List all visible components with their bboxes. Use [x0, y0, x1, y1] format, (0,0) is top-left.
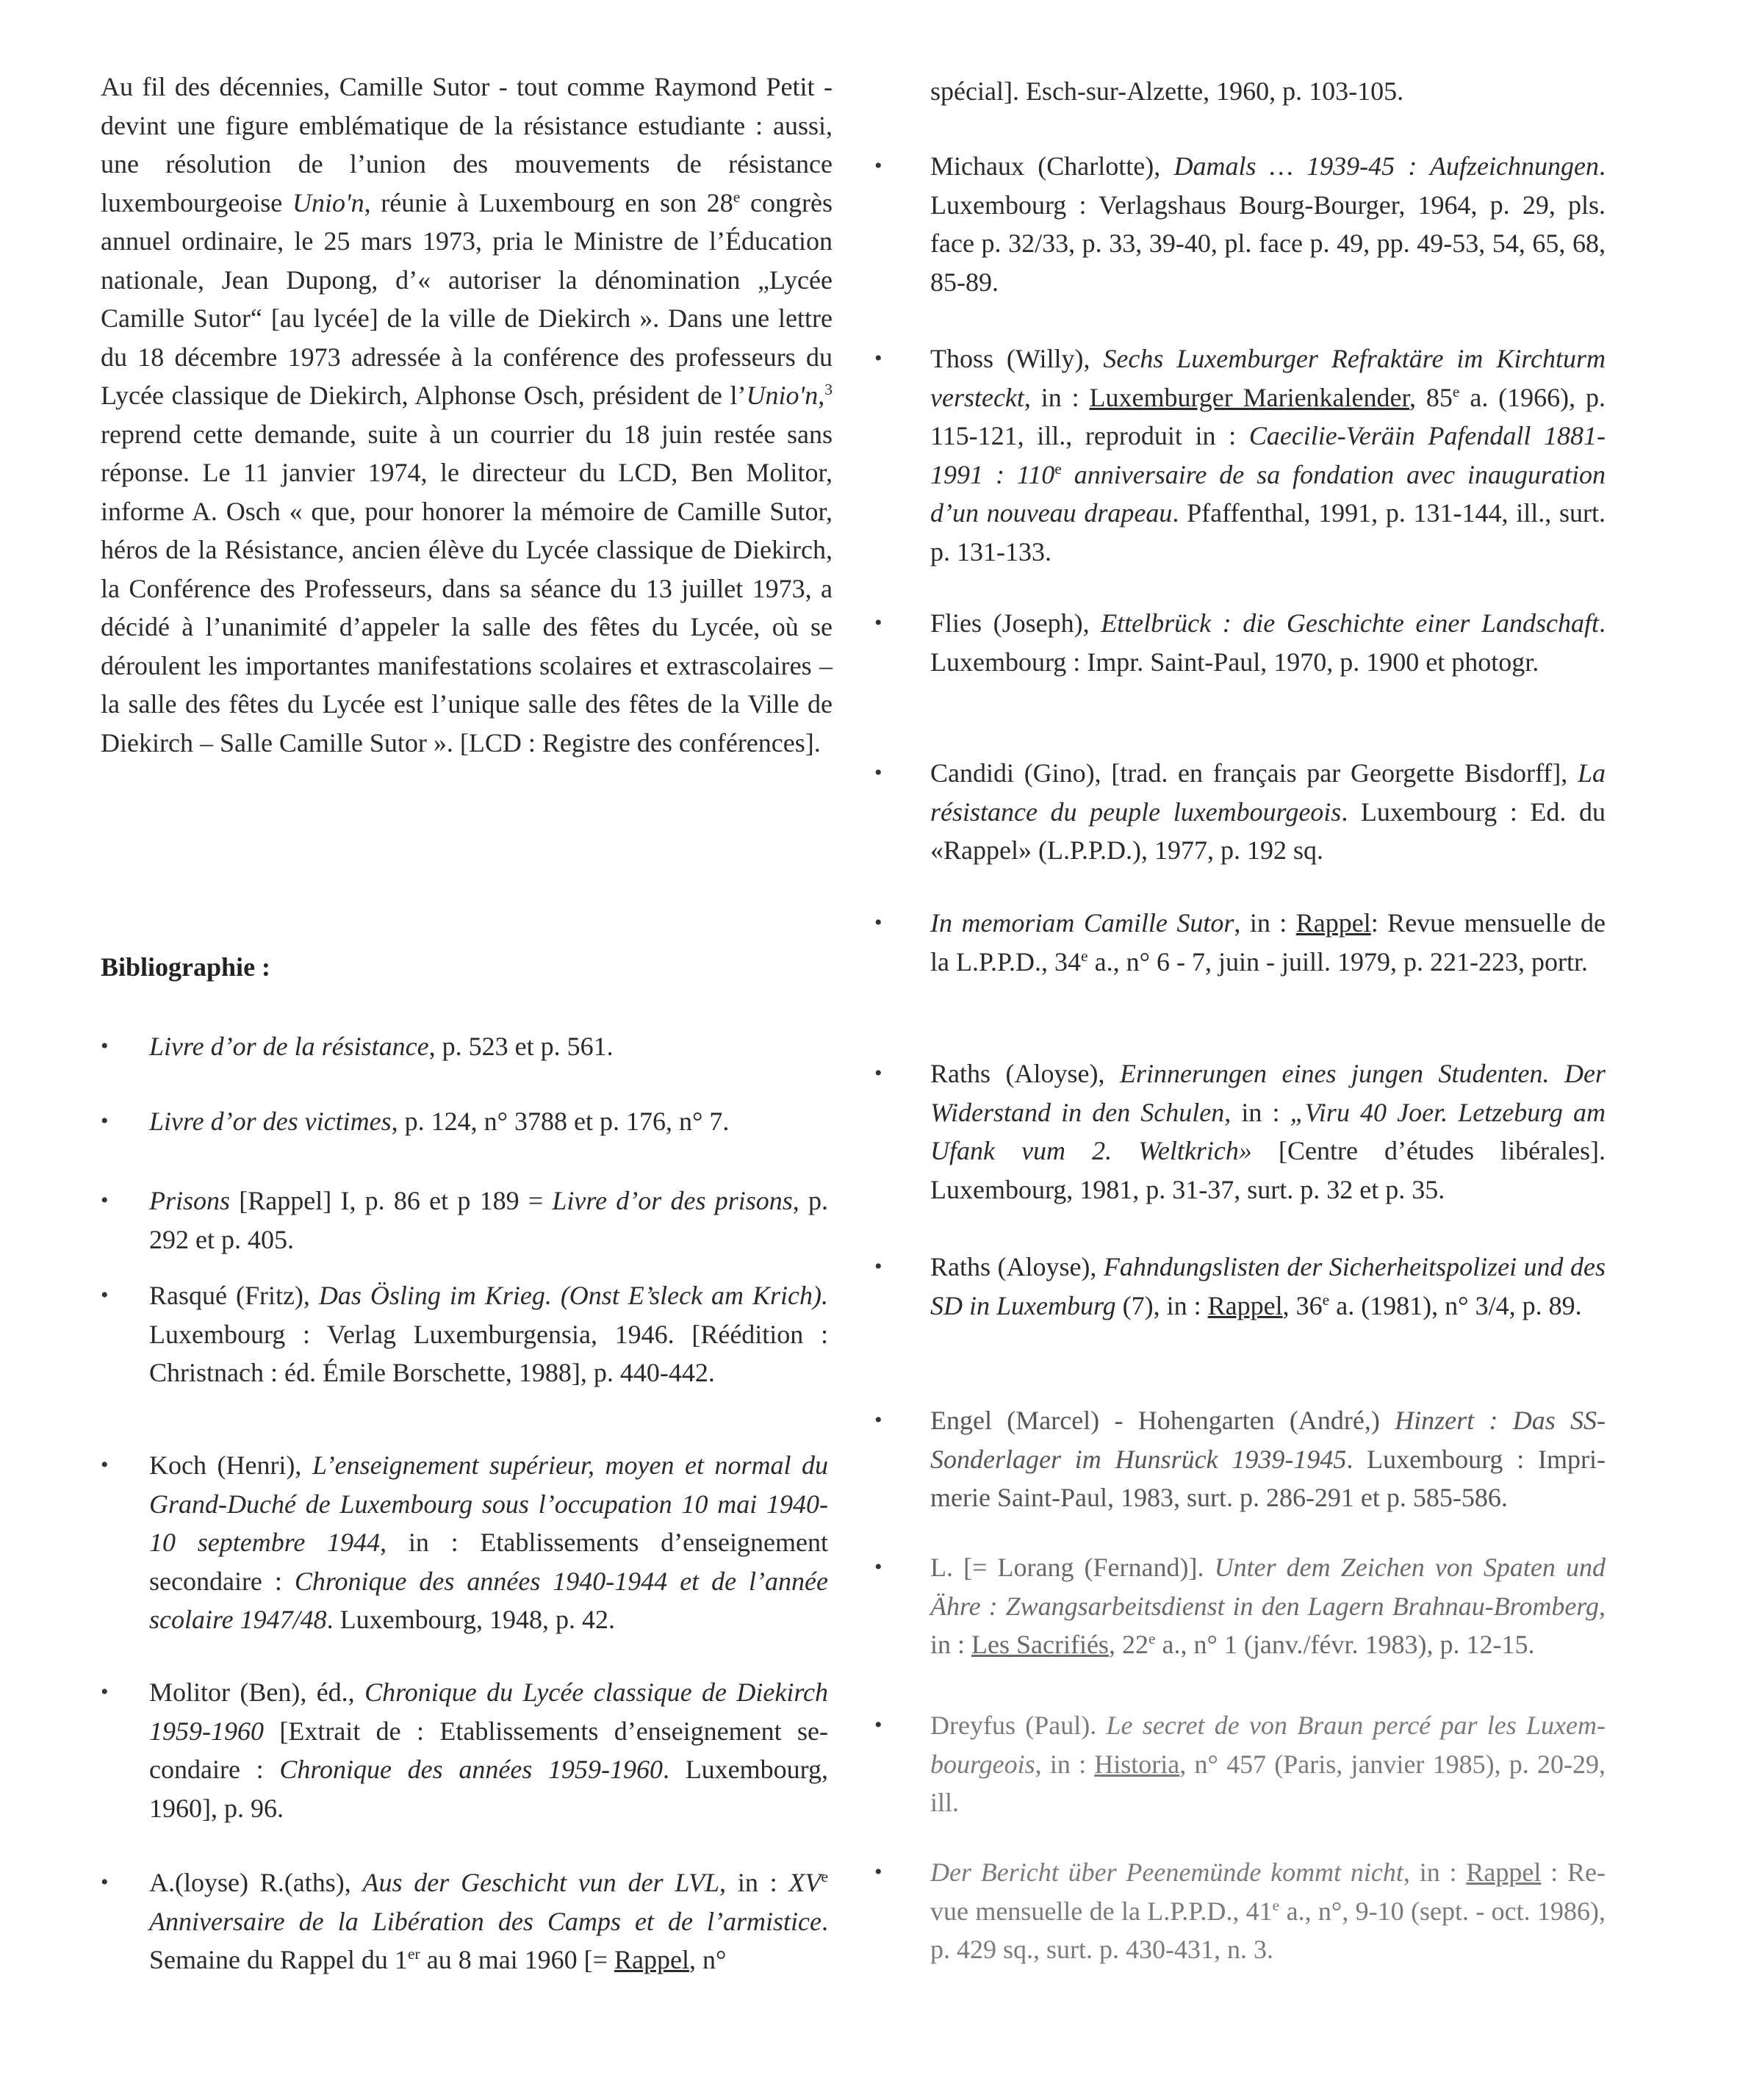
text-segment: Candidi (Gino), [trad. en français par Georgette Bisdorff],: [930, 758, 1578, 788]
bibliography-entry: [101, 1276, 828, 1392]
text-segment: a., n° 6 - 7, juin - juill. 1979, p. 221-223, portr.: [1088, 946, 1588, 977]
text-segment: : Revue mensuelle de la L.P.P.D., 34: [930, 908, 1606, 977]
journal-title: Rappel: [1466, 1858, 1542, 1887]
bullet-icon: •: [874, 760, 882, 785]
italic-title: Chronique des années 1959-1960: [279, 1755, 663, 1784]
italic-title: Sechs Luxemburger Refraktäre im Kirchturm versteckt: [930, 344, 1606, 412]
text-segment: Au fil des décennies, Camille Sutor - tout comme Raymond Petit - devint une figure emblématique de la résistance estudiante : aussi, une résolution de l’union des mouvements de résistance luxembourgeoise: [101, 72, 833, 217]
text-segment: . Luxembourg, 1948, p. 42.: [326, 1605, 615, 1634]
bullet-icon: •: [874, 154, 882, 178]
entry-text: [149, 1673, 828, 1827]
text-segment: spécial]. Esch-sur-Alzette, 1960, p. 103-105.: [930, 76, 1404, 106]
superscript: e: [1452, 382, 1460, 400]
italic-title: Livre d’or des prisons: [552, 1186, 793, 1215]
text-segment: . Luxembourg : Imprimerie Saint-Paul, 1983, surt. p. 286-291 et p. 585-586.: [930, 1444, 1606, 1512]
bibliography-entry: [874, 1401, 1606, 1517]
italic-title: Unter dem Zeichen von Spaten und Ähre : Zwangsarbeitsdienst in den Lagern Brahnau-Bromberg: [930, 1553, 1606, 1621]
text-segment: Rasqué (Fritz),: [149, 1281, 319, 1310]
bibliography-entry: [874, 1248, 1606, 1325]
bullet-icon: •: [874, 1555, 882, 1579]
journal-title: Historia: [1094, 1749, 1180, 1779]
text-segment: [Rappel] I, p. 86 et p 189 =: [230, 1186, 553, 1215]
text-segment: : Revue mensuelle de la L.P.P.D., 41: [930, 1858, 1606, 1926]
text-segment: , n°: [689, 1945, 727, 1974]
bullet-icon: •: [101, 1034, 109, 1058]
superscript: 3: [824, 381, 833, 398]
text-segment: Michaux (Charlotte),: [930, 151, 1174, 181]
italic-title: Das Ösling im Krieg. (Onst E’sleck am Krich).: [318, 1281, 829, 1310]
text-segment: , 36: [1282, 1290, 1323, 1320]
journal-title: Rappel: [1295, 908, 1371, 938]
text-segment: a., n°, 9-10 (sept. - oct. 1986), p. 429 sq., surt. p. 430-431, n. 3.: [930, 1896, 1606, 1964]
entry-text: [930, 754, 1606, 870]
entry-text: [149, 1182, 828, 1259]
text-segment: reprend cette demande, suite à un courrier du 18 juin restée sans réponse. Le 11 janvier 1974, le directeur du LCD, Ben Molitor, informe A. Osch « que, pour honorer la mémoire de Camille Sutor, héros de la Résistance, ancien élève du Lycée classique de Diekirch, la Conférence des Professeurs, dans sa séance du 13 juillet 1973, a décidé à l’unanimité d’appeler la salle des fêtes du Lycée, où se déroulent les importantes manifestations scolaires et extrascolaires – la salle des fêtes du Lycée est l’unique salle des fêtes de la Ville de Diekirch – Salle Camille Sutor ». [LCD : Registre des conférences].: [101, 419, 833, 758]
entry-text: [930, 1401, 1606, 1517]
text-segment: . Luxembourg : Impr. Saint-Paul, 1970, p. 1900 et photogr.: [930, 608, 1606, 677]
italic-title: Prisons: [149, 1186, 231, 1215]
bullet-icon: •: [874, 910, 882, 935]
bullet-icon: •: [874, 1713, 882, 1737]
italic-title: Hinzert : Das SS-Sonderlager im Hunsrück 1939-1945: [930, 1406, 1606, 1474]
bullet-icon: •: [101, 1870, 109, 1894]
text-segment: . Luxembourg, 1960], p. 96.: [149, 1755, 828, 1823]
bibliography-entry: [874, 1706, 1606, 1822]
journal-title: Luxemburger Marienkalender: [1089, 382, 1410, 412]
entry-text: [149, 1863, 828, 1979]
bibliography-entry: [101, 1673, 828, 1827]
italic-title: Livre d’or des victimes: [149, 1107, 392, 1136]
superscript: e: [1081, 946, 1088, 965]
italic-title: Livre d’or de la résistance: [149, 1032, 429, 1061]
superscript: e: [733, 187, 741, 206]
text-segment: . Luxembourg : Verlagshaus Bourg-Bourger, 1964, p. 29, pls. face p. 32/33, p. 33, 39-40, pl. face p. 49, pp. 49-53, 54, 65, 68, 85-89.: [930, 151, 1606, 297]
entry-text: [930, 1706, 1606, 1822]
superscript: e: [1322, 1290, 1330, 1309]
bibliography-entry: [874, 72, 1606, 111]
bibliography-entry: [874, 339, 1606, 571]
text-segment: , p. 292 et p. 405.: [149, 1186, 829, 1254]
superscript: e: [821, 1868, 828, 1885]
entry-text: [930, 147, 1606, 301]
bullet-icon: •: [101, 1188, 109, 1212]
text-segment: , in :: [930, 1591, 1606, 1659]
italic-title: anniversaire de sa fondation avec inauguration d’un nouveau drapeau: [930, 459, 1606, 528]
text-segment: , 85: [1409, 382, 1453, 412]
entry-text: [930, 72, 1606, 111]
italic-title: Unio'n: [292, 187, 364, 217]
text-segment: . Luxembourg : Ed. du «Rappel» (L.P.P.D.), 1977, p. 192 sq.: [930, 797, 1606, 865]
italic-title: Caecilie-Veräin Pafendall 1881-1991 : 110: [930, 421, 1606, 489]
bibliography-entry: [101, 1102, 828, 1141]
entry-text: [930, 339, 1606, 571]
bibliography-entry: [874, 1054, 1606, 1209]
bibliography-entry: [874, 147, 1606, 301]
entry-text: [930, 1853, 1606, 1969]
text-segment: , in :: [719, 1868, 789, 1897]
entry-text: [930, 604, 1606, 681]
bullet-icon: •: [874, 611, 882, 635]
bullet-icon: •: [101, 1283, 109, 1307]
italic-title: Unio'n: [746, 381, 819, 410]
text-segment: Flies (Joseph),: [930, 608, 1101, 638]
text-segment: , in :: [1035, 1749, 1095, 1779]
bibliography-entry: [101, 1182, 828, 1259]
italic-title: Anniversaire de la Libération des Camps et de l’armistice: [149, 1906, 822, 1936]
bullet-icon: •: [874, 1061, 882, 1085]
italic-title: Ettelbrück : die Geschichte einer Landschaft: [1101, 608, 1599, 638]
text-segment: a. (1981), n° 3/4, p. 89.: [1329, 1290, 1582, 1320]
bullet-icon: •: [101, 1680, 109, 1704]
bibliography-heading: Bibliographie :: [101, 952, 271, 982]
text-segment: Molitor (Ben), éd.,: [149, 1678, 365, 1707]
entry-text: [149, 1027, 828, 1066]
text-segment: , n° 457 (Paris, janvier 1985), p. 20-29, ill.: [930, 1749, 1606, 1817]
italic-title: In memoriam Camille Sutor: [930, 908, 1234, 938]
text-segment: Raths (Aloyse),: [930, 1059, 1121, 1088]
italic-title: Erinnerungen eines jungen Studenten. Der Widerstand in den Schulen: [930, 1059, 1606, 1127]
bibliography-entry: [101, 1446, 828, 1639]
bibliography-entry: [874, 1548, 1606, 1664]
bibliography-entry: [874, 904, 1606, 981]
text-segment: , p. 124, n° 3788 et p. 176, n° 7.: [391, 1107, 730, 1136]
text-segment: a. (1966), p. 115-121, ill., reproduit in :: [930, 382, 1606, 450]
text-segment: , réunie à Luxembourg en son 28: [364, 187, 733, 217]
italic-title: L’enseignement supérieur, moyen et normal du Grand-Duché de Luxembourg sous l’occupation 10 mai 1940-10 septembre 1944: [149, 1450, 829, 1557]
text-segment: , in : Etablissements d’enseignement secondaire :: [149, 1528, 829, 1596]
text-segment: . Pfaffenthal, 1991, p. 131-144, ill., surt. p. 131-133.: [930, 498, 1606, 567]
bibliography-entry: [101, 1863, 828, 1979]
text-segment: Dreyfus (Paul).: [930, 1711, 1107, 1740]
text-segment: , 22: [1108, 1630, 1148, 1659]
bullet-icon: •: [101, 1453, 109, 1477]
superscript: e: [1054, 459, 1062, 478]
text-segment: au 8 mai 1960 [=: [420, 1945, 614, 1974]
text-segment: , in :: [1234, 908, 1296, 938]
bullet-icon: •: [874, 1408, 882, 1432]
text-segment: [Extrait de : Etablissements d’enseignement secondaire :: [149, 1716, 828, 1784]
text-segment: , in :: [1224, 1097, 1290, 1127]
bullet-icon: •: [874, 346, 882, 370]
entry-text: [930, 1054, 1606, 1209]
bibliography-entry: [874, 1853, 1606, 1969]
text-segment: Thoss (Willy),: [930, 344, 1104, 373]
italic-title: Le secret de von Braun percé par les Luxembourgeois: [930, 1711, 1606, 1779]
bullet-icon: •: [874, 1860, 882, 1884]
entry-text: [930, 1248, 1606, 1325]
entry-text: [149, 1102, 828, 1141]
text-segment: L. [= Lorang (Fernand)].: [930, 1553, 1215, 1582]
italic-title: Chronique des années 1940-1944 et de l’année scolaire 1947/48: [149, 1566, 828, 1634]
text-segment: Raths (Aloyse),: [930, 1252, 1104, 1281]
italic-title: „Viru 40 Joer. Letzeburg am Ufank vum 2. Weltkrich»: [930, 1097, 1606, 1165]
journal-title: Rappel: [614, 1945, 689, 1974]
text-segment: , p. 523 et p. 561.: [428, 1032, 614, 1061]
entry-text: [930, 1548, 1606, 1664]
text-segment: Luxembourg : Verlag Luxemburgensia, 1946. [Réédition : Christnach : éd. Émile Borschette, 1988], p. 440-442.: [149, 1319, 828, 1387]
bullet-icon: •: [101, 1109, 109, 1133]
entry-text: [930, 904, 1606, 981]
text-segment: a., n° 1 (janv./févr. 1983), p. 12-15.: [1155, 1630, 1535, 1659]
journal-title: Rappel: [1207, 1290, 1283, 1320]
superscript: e: [1148, 1630, 1156, 1647]
text-segment: ,: [818, 381, 825, 410]
text-segment: congrès annuel ordinaire, le 25 mars 1973, pria le Ministre de l’Éducation nationale, Jean Dupong, d’« autoriser la dénomination „Lycée Camille Sutor“ [au lycée] de la ville de Diekirch ». Dans une lettre du 18 décembre 1973 adressée à la conférence des professeurs du Lycée classique de Diekirch, Alphonse Osch, président de l’: [101, 187, 833, 410]
bullet-icon: •: [874, 1254, 882, 1279]
text-segment: A.(loyse) R.(aths),: [149, 1868, 363, 1897]
bibliography-entry: [874, 754, 1606, 870]
text-segment: Koch (Henri),: [149, 1450, 312, 1480]
text-segment: [Centre d’études libérales]. Luxembourg, 1981, p. 31-37, surt. p. 32 et p. 35.: [930, 1136, 1606, 1204]
text-segment: , in :: [1403, 1858, 1467, 1887]
italic-title: Der Bericht über Peenemünde kommt nicht: [930, 1858, 1403, 1887]
italic-title: Aus der Geschicht vun der LVL: [362, 1868, 720, 1897]
italic-title: XV: [788, 1868, 822, 1897]
text-segment: (7), in :: [1115, 1290, 1208, 1320]
italic-title: Damals … 1939-45 : Aufzeichnungen: [1173, 151, 1599, 181]
bibliography-entry: [101, 1027, 828, 1066]
text-segment: , in :: [1024, 382, 1090, 412]
superscript: er: [407, 1945, 420, 1963]
bibliography-entry: [874, 604, 1606, 681]
superscript: e: [1272, 1896, 1280, 1914]
text-segment: . Semaine du Rappel du 1: [149, 1906, 828, 1974]
body-paragraph: [101, 68, 833, 762]
journal-title: Les Sacrifiés: [971, 1630, 1109, 1659]
italic-title: Chronique du Lycée classique de Diekirch 1959-1960: [149, 1678, 828, 1746]
italic-title: La résistance du peuple luxembourgeois: [930, 758, 1606, 827]
italic-title: Fahndungslisten der Sicherheitspolizei und des SD in Luxemburg: [930, 1252, 1606, 1320]
entry-text: [149, 1446, 828, 1639]
text-segment: Engel (Marcel) - Hohengarten (André,): [930, 1406, 1395, 1435]
entry-text: [149, 1276, 828, 1392]
